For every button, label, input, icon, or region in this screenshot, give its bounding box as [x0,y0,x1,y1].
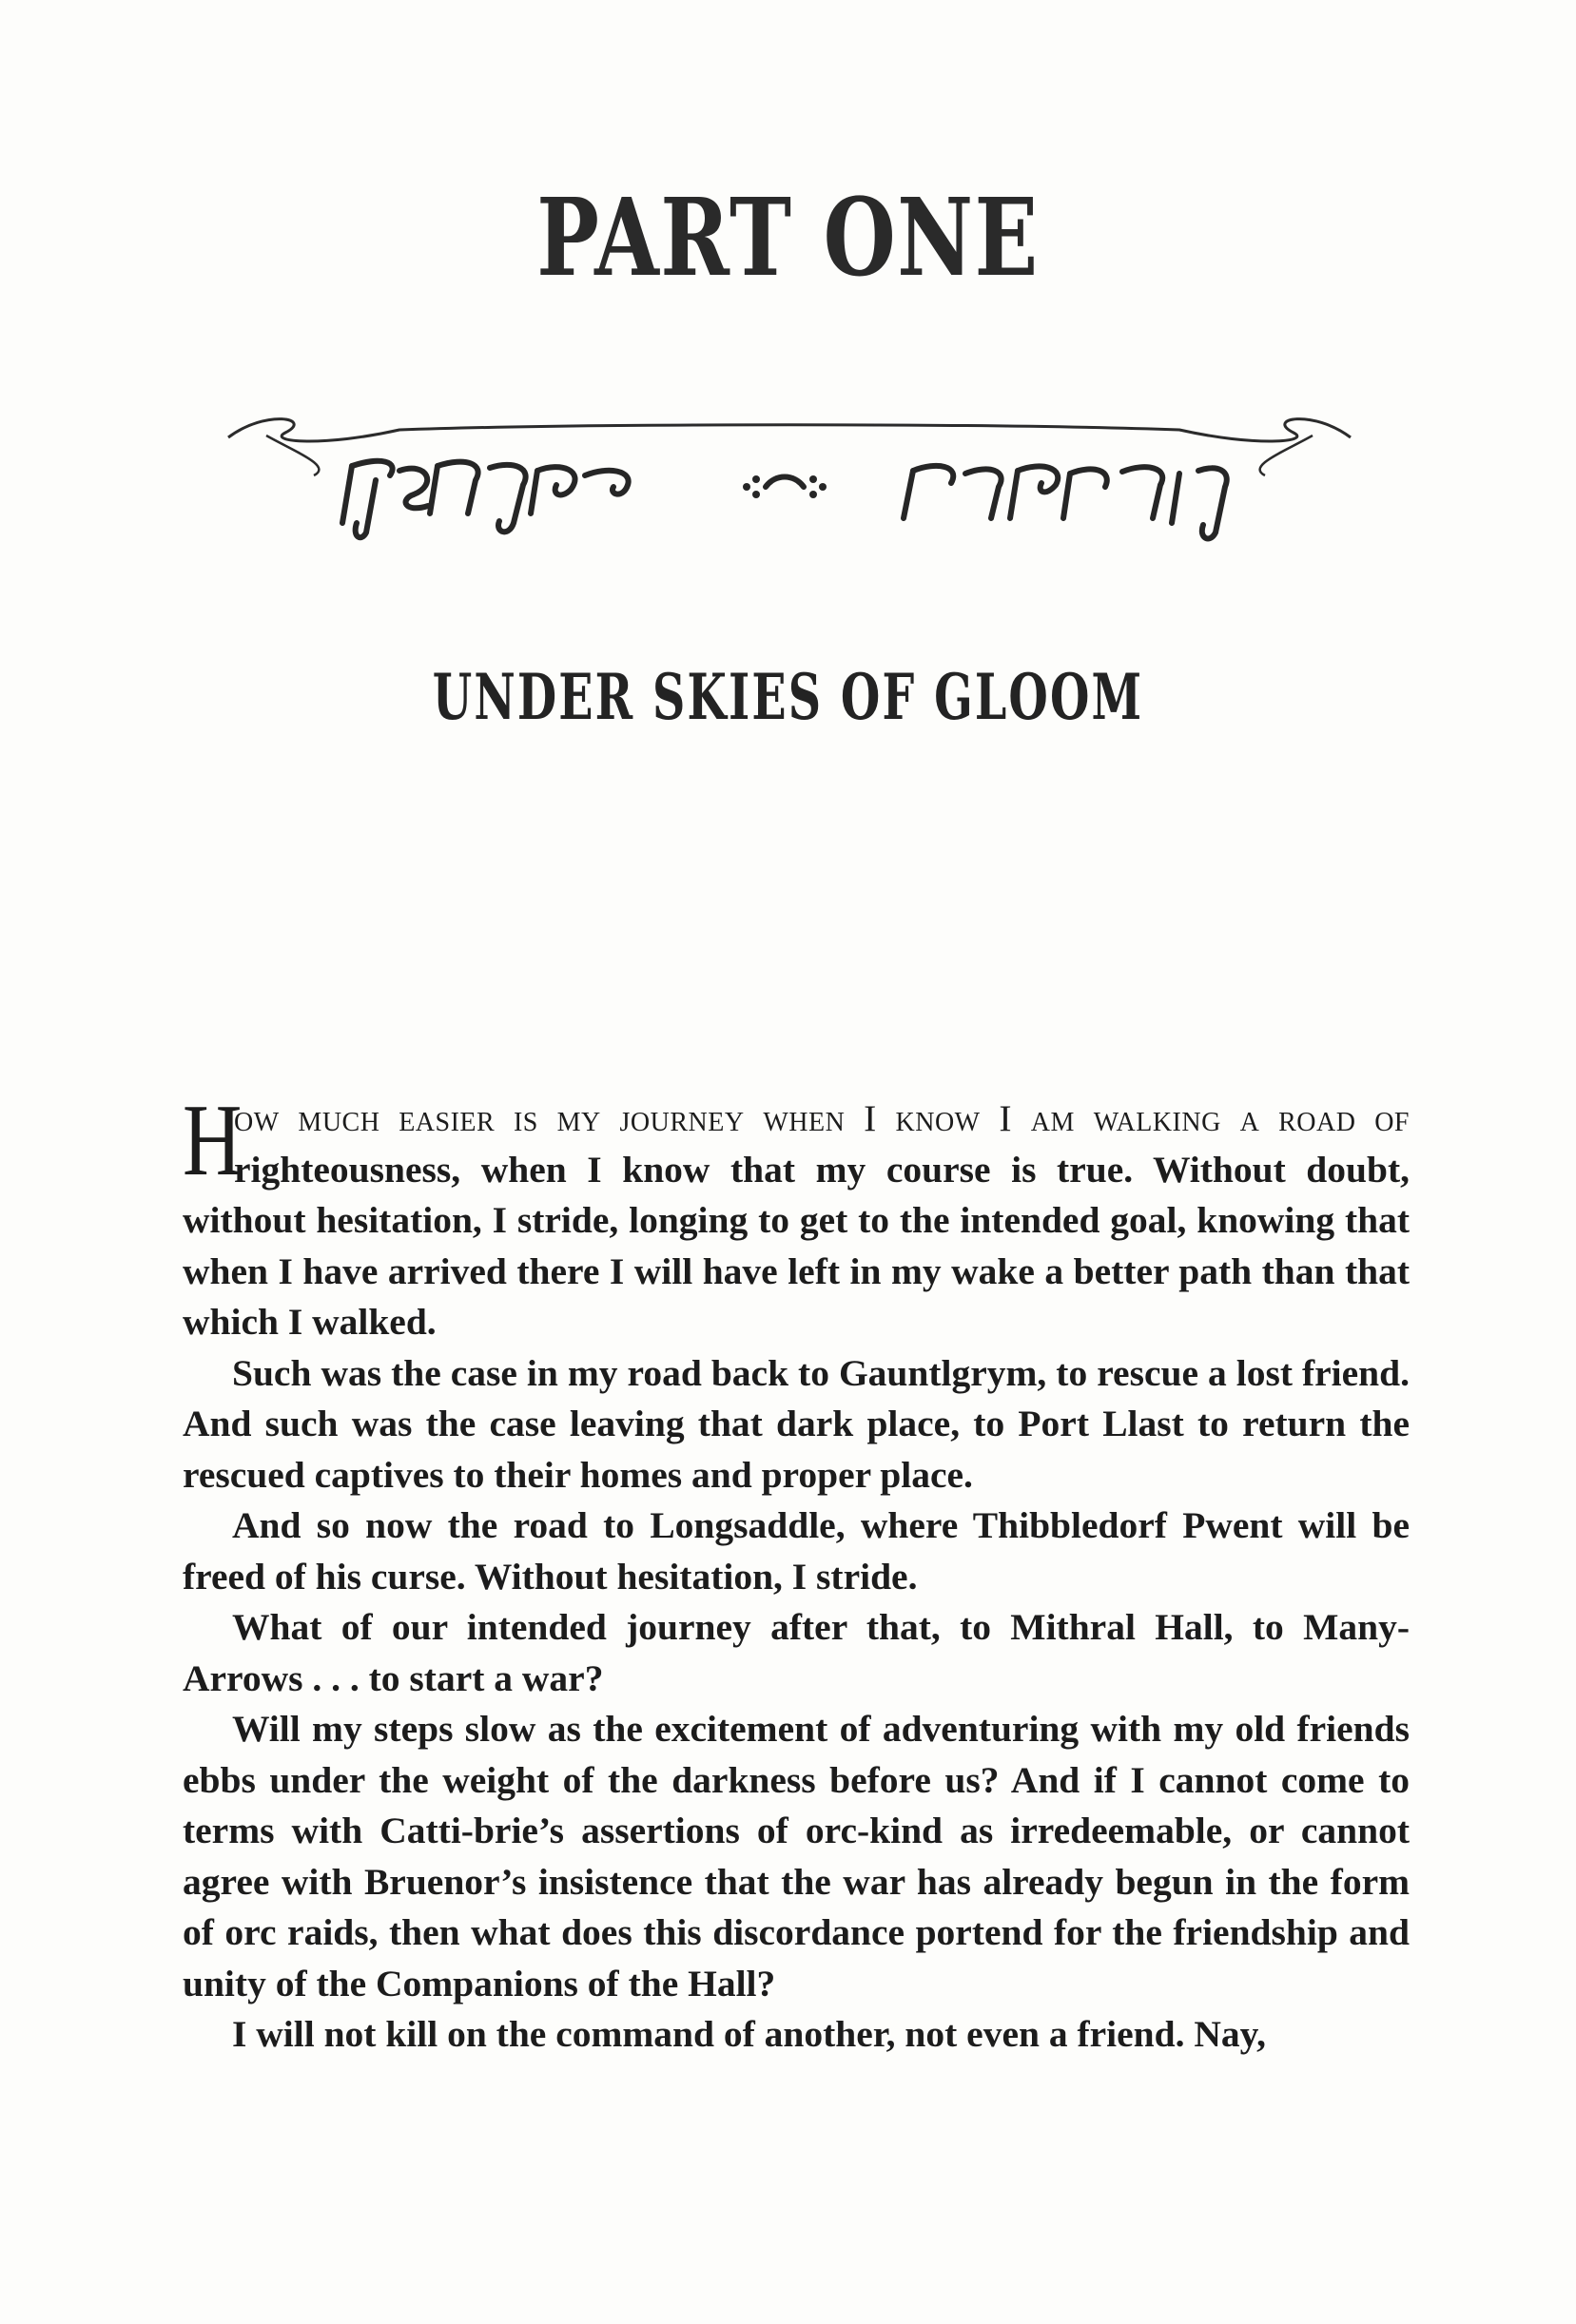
opening-paragraph [183,1084,1410,1348]
paragraph: I will not kill on the command of another, not even a friend. Nay, [232,2013,1267,2055]
paragraph: Such was the case in my road back to Gauntlgrym, to rescue a lost friend. And such was the case leaving that dark place, to Port Llast to return the rescued captives to their homes and proper place. [183,1351,1410,1496]
drop-cap: H [183,1084,243,1197]
paragraph: And so now the road to Longsaddle, where Thibbledorf Pwent will be freed of his curse. Without hesitation, I stride. [183,1504,1410,1598]
body-text [183,1084,1410,2061]
opening-paragraph-rest: righteousness, when I know that my course is true. Without doubt, without hesitation, I stride, longing to get to the intended goal, knowing that when I have arrived there I will have left in my wake a better path than that which I walked. [183,1148,1410,1343]
paragraph: Will my steps slow as the excitement of adventuring with my old friends ebbs under the weight of the darkness before us? And if I cannot come to terms with Catti-brie’s assertions of orc-kind as irredeemable, or cannot agree with Bruenor’s insistence that the war has already begun in the form of orc raids, then what does this discordance portend for the friendship and unity of the Companions of the Hall? [183,1708,1410,2004]
opening-small-caps: ow much easier is my journey when I know I am walking a road of [234,1097,1410,1139]
elvish-script-flourish-icon [209,380,1370,542]
paragraph: What of our intended journey after that, to Mithral Hall, to Many-Arrows . . . to start a war? [183,1606,1410,1699]
chapter-subtitle: UNDER SKIES OF GLOOM [432,660,1144,734]
part-title: PART ONE [536,176,1040,300]
